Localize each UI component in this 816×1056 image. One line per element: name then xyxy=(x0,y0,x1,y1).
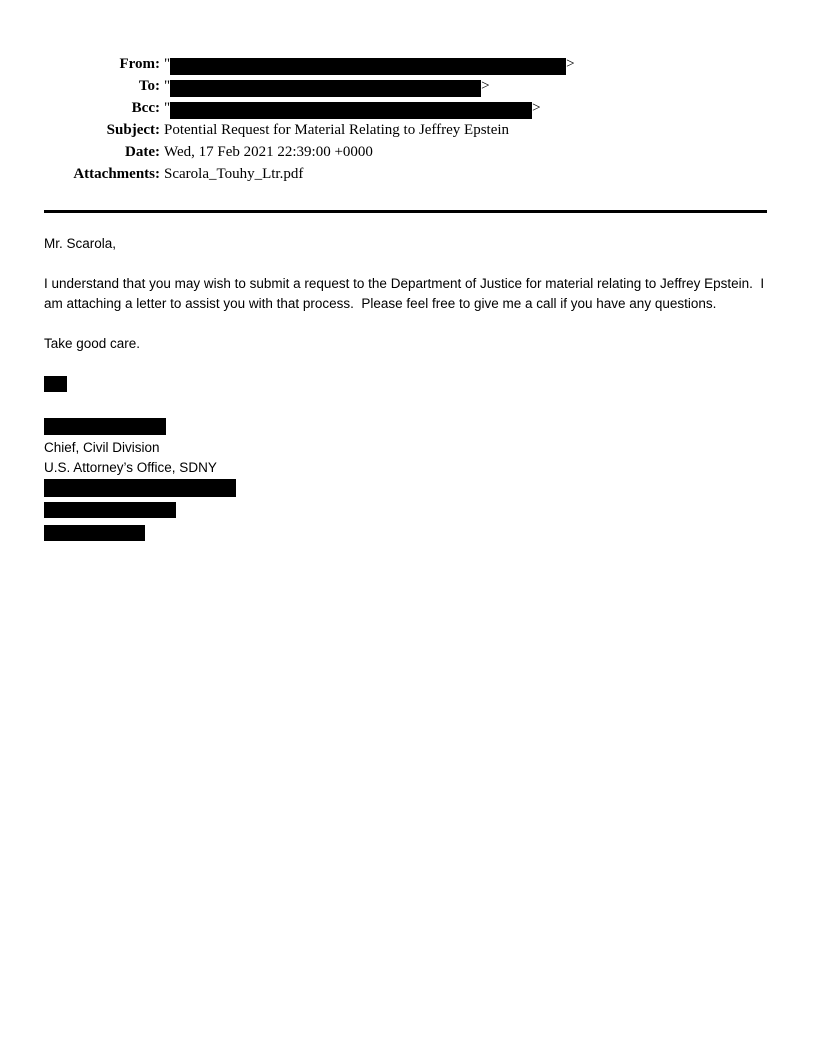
from-value xyxy=(164,53,575,75)
spacer xyxy=(44,254,767,274)
signature-office: U.S. Attorney’s Office, SDNY xyxy=(44,460,217,475)
date-label: Date: xyxy=(125,144,160,160)
header-body-divider xyxy=(44,210,767,213)
name-redaction-bar xyxy=(44,418,166,435)
address-redaction-bar xyxy=(44,479,236,497)
to-quote: " xyxy=(164,78,171,94)
bcc-value xyxy=(164,97,541,119)
date-value: Wed, 17 Feb 2021 22:39:00 +0000 xyxy=(164,144,373,160)
subject-label: Subject: xyxy=(106,122,160,138)
bcc-redaction-bar xyxy=(170,102,532,119)
bcc-label: Bcc: xyxy=(131,100,160,116)
to-angle-bracket: > xyxy=(481,78,490,94)
bcc-quote: " xyxy=(164,100,171,116)
signature-initials-line xyxy=(44,376,767,396)
to-value xyxy=(164,75,490,97)
signature-phone-line xyxy=(44,502,767,522)
to-redaction-bar xyxy=(170,80,481,97)
from-label: From: xyxy=(119,56,160,72)
phone-redaction-bar xyxy=(44,502,176,518)
spacer xyxy=(44,354,767,374)
initials-redaction-bar xyxy=(44,376,67,392)
header-row-bcc xyxy=(44,97,767,119)
header-row-subject xyxy=(44,119,767,141)
spacer xyxy=(44,314,767,334)
signature-title: Chief, Civil Division xyxy=(44,440,160,455)
header-row-attachments xyxy=(44,163,767,185)
bcc-angle-bracket: > xyxy=(532,100,541,116)
body-paragraph: I understand that you may wish to submit a request to the Department of Justice for material relating to Jeffrey Epstein. I am attaching a letter to assist you with that process. Please feel free to give me a call if you have any questions. xyxy=(44,276,768,311)
header-row-date xyxy=(44,141,767,163)
salutation: Mr. Scarola, xyxy=(44,236,117,251)
email-body xyxy=(44,234,767,545)
from-angle-bracket: > xyxy=(566,56,575,72)
from-redaction-bar xyxy=(170,58,566,75)
email-header xyxy=(44,53,767,185)
email-redaction-bar xyxy=(44,525,145,541)
header-row-from xyxy=(44,53,767,75)
signature-name-line xyxy=(44,418,767,438)
closing: Take good care. xyxy=(44,336,141,351)
signature-address-line xyxy=(44,479,767,499)
attachment-filename: Scarola_Touhy_Ltr.pdf xyxy=(164,166,304,182)
signature-email-line xyxy=(44,525,767,545)
from-quote: " xyxy=(164,56,171,72)
subject-value: Potential Request for Material Relating to Jeffrey Epstein xyxy=(164,122,510,138)
to-label: To: xyxy=(138,78,160,94)
attachments-label: Attachments: xyxy=(73,166,160,182)
spacer xyxy=(44,396,767,416)
header-row-to xyxy=(44,75,767,97)
